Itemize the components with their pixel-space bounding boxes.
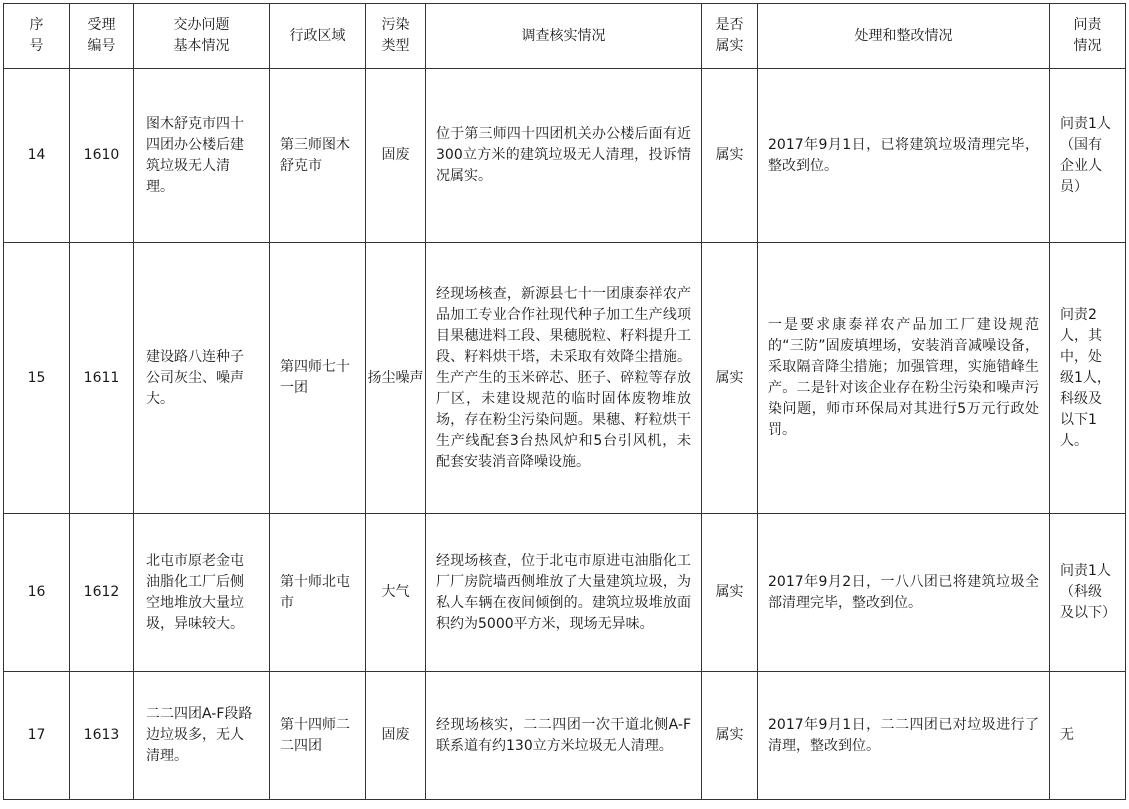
cell-issue: 二二四团A-F段路边垃圾多，无人清理。 bbox=[134, 672, 270, 800]
cell-pollution-type: 大气 bbox=[366, 514, 426, 672]
cell-receipt-no: 1611 bbox=[70, 243, 134, 514]
cell-verified: 属实 bbox=[702, 514, 758, 672]
cell-accountability: 问责2人，其中，处级1人，科级及以下1人。 bbox=[1050, 243, 1126, 514]
table-row bbox=[4, 514, 1126, 672]
header-investigation: 调查核实情况 bbox=[426, 4, 702, 69]
cell-handling: 一是要求康泰祥农产品加工厂建设规范的“三防”固废填埋场，安装消音减噪设备，采取隔音降尘措施；加强管理，实施错峰生产。二是针对该企业存在粉尘污染和噪声污染问题，师市环保局对其进行5万元行政处罚。 bbox=[758, 243, 1050, 514]
cell-pollution-type: 扬尘噪声 bbox=[366, 243, 426, 514]
cell-seq: 14 bbox=[4, 69, 70, 243]
header-issue: 交办问题 基本情况 bbox=[134, 4, 270, 69]
cell-seq: 15 bbox=[4, 243, 70, 514]
cell-pollution-type: 固废 bbox=[366, 672, 426, 800]
header-receipt-no: 受理 编号 bbox=[70, 4, 134, 69]
cell-receipt-no: 1613 bbox=[70, 672, 134, 800]
cell-investigation: 经现场核实，二二四团一次干道北侧A-F联系道有约130立方米垃圾无人清理。 bbox=[426, 672, 702, 800]
complaint-table bbox=[3, 3, 1126, 800]
header-pollution-type: 污染 类型 bbox=[366, 4, 426, 69]
cell-seq: 16 bbox=[4, 514, 70, 672]
header-region: 行政区域 bbox=[270, 4, 366, 69]
cell-verified: 属实 bbox=[702, 243, 758, 514]
cell-investigation: 经现场核查，位于北屯市原进屯油脂化工厂厂房院墙西侧堆放了大量建筑垃圾，为私人车辆在夜间倾倒的。建筑垃圾堆放面积约为5000平方米，现场无异味。 bbox=[426, 514, 702, 672]
cell-handling: 2017年9月1日，已将建筑垃圾清理完毕，整改到位。 bbox=[758, 69, 1050, 243]
header-handling: 处理和整改情况 bbox=[758, 4, 1050, 69]
cell-verified: 属实 bbox=[702, 69, 758, 243]
cell-region: 第三师图木舒克市 bbox=[270, 69, 366, 243]
cell-region: 第四师七十一团 bbox=[270, 243, 366, 514]
cell-investigation: 位于第三师四十四团机关办公楼后面有近300立方米的建筑垃圾无人清理，投诉情况属实。 bbox=[426, 69, 702, 243]
cell-accountability: 问责1人（国有企业人员） bbox=[1050, 69, 1126, 243]
cell-receipt-no: 1612 bbox=[70, 514, 134, 672]
cell-handling: 2017年9月1日，二二四团已对垃圾进行了清理，整改到位。 bbox=[758, 672, 1050, 800]
cell-region: 第十师北屯市 bbox=[270, 514, 366, 672]
header-accountability: 问责 情况 bbox=[1050, 4, 1126, 69]
cell-issue: 图木舒克市四十四团办公楼后建筑垃圾无人清理。 bbox=[134, 69, 270, 243]
cell-pollution-type: 固废 bbox=[366, 69, 426, 243]
cell-issue: 建设路八连种子公司灰尘、噪声大。 bbox=[134, 243, 270, 514]
header-verified: 是否 属实 bbox=[702, 4, 758, 69]
table-row bbox=[4, 672, 1126, 800]
cell-receipt-no: 1610 bbox=[70, 69, 134, 243]
cell-accountability: 无 bbox=[1050, 672, 1126, 800]
header-row bbox=[4, 4, 1126, 69]
table-row bbox=[4, 69, 1126, 243]
header-seq: 序 号 bbox=[4, 4, 70, 69]
cell-region: 第十四师二二四团 bbox=[270, 672, 366, 800]
cell-handling: 2017年9月2日，一八八团已将建筑垃圾全部清理完毕，整改到位。 bbox=[758, 514, 1050, 672]
cell-seq: 17 bbox=[4, 672, 70, 800]
cell-investigation: 经现场核查，新源县七十一团康泰祥农产品加工专业合作社现代种子加工生产线项目果穗进料工段、果穗脱粒、籽料提升工段、籽料烘干塔，未采取有效降尘措施。生产产生的玉米碎芯、胚子、碎粒等存放厂区，未建设规范的临时固体废物堆放场，存在粉尘污染问题。果穗、籽粒烘干生产线配套3台热风炉和5台引风机，未配套安装消音降噪设施。 bbox=[426, 243, 702, 514]
cell-issue: 北屯市原老金屯油脂化工厂后侧空地堆放大量垃圾，异味较大。 bbox=[134, 514, 270, 672]
table-row bbox=[4, 243, 1126, 514]
cell-verified: 属实 bbox=[702, 672, 758, 800]
cell-accountability: 问责1人（科级及以下） bbox=[1050, 514, 1126, 672]
